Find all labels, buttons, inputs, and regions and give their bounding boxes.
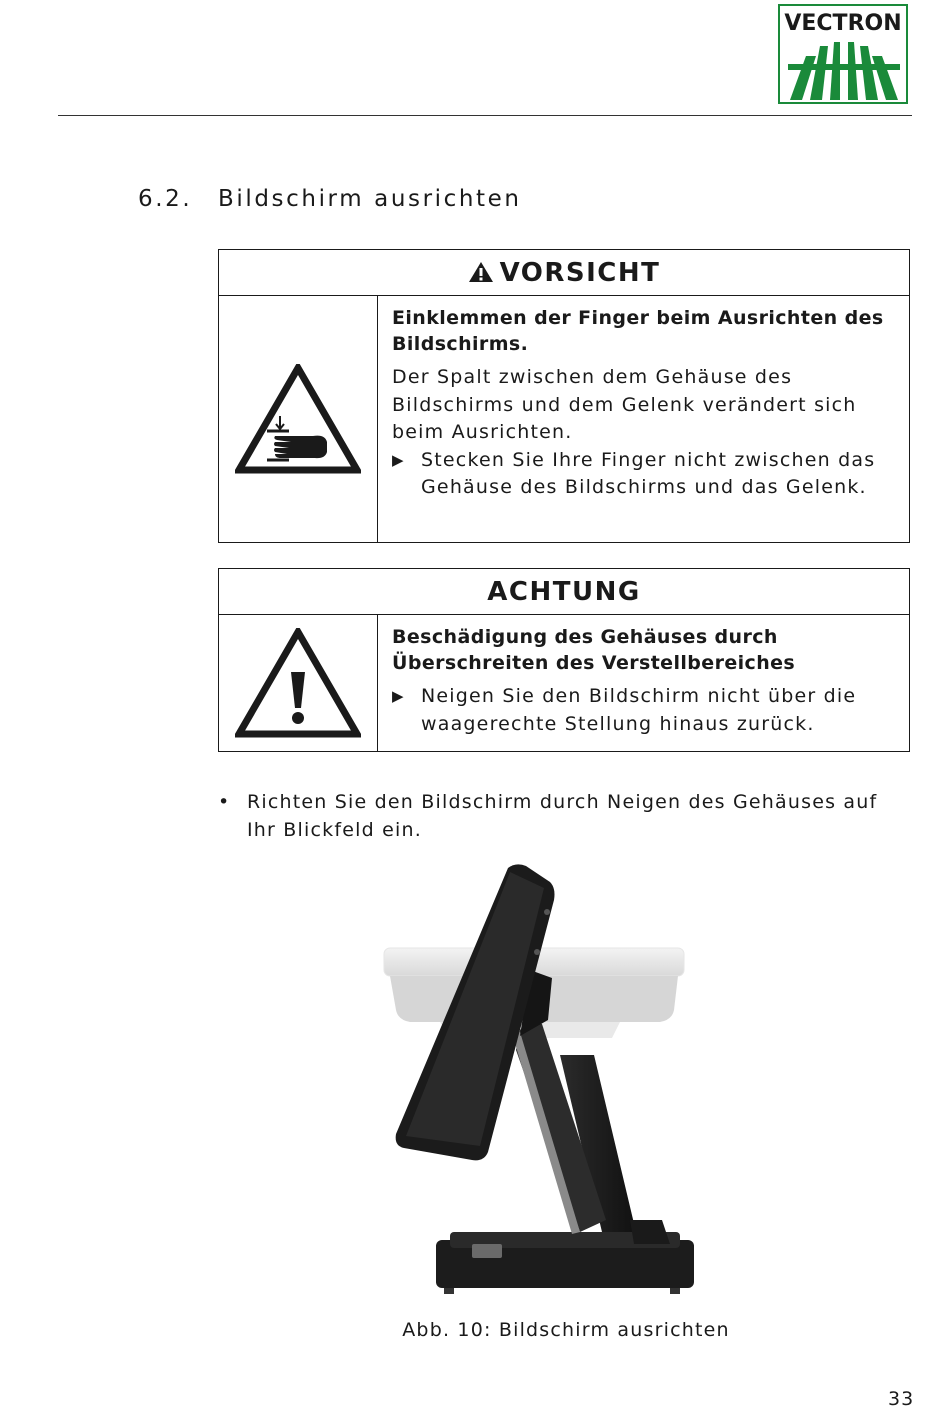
- caution-title: Einklemmen der Finger beim Ausrichten des Bildschirms.: [392, 307, 884, 355]
- vectron-logo: [778, 4, 908, 104]
- attention-instruction: [392, 683, 895, 738]
- attention-text-cell: [378, 615, 909, 751]
- section-heading: [138, 186, 522, 212]
- attention-box: [218, 568, 910, 752]
- figure-caption: Abb. 10: Bildschirm ausrichten: [402, 1319, 730, 1341]
- attention-icon-cell: [219, 615, 378, 751]
- caution-box: [218, 249, 910, 543]
- caution-instruction-text: Stecken Sie Ihre Finger nicht zwischen das Gehäuse des Bildschirms und das Gelenk.: [421, 448, 876, 498]
- attention-instruction-text: Neigen Sie den Bildschirm nicht über die waagerechte Stellung hinaus zurück.: [421, 685, 857, 735]
- attention-title: Beschädigung des Gehäuses durch Überschreiten des Verstellbereiches: [392, 626, 796, 674]
- section-number: 6.2.: [138, 186, 193, 212]
- attention-label: ACHTUNG: [487, 577, 641, 607]
- pos-terminal-image: [380, 860, 700, 1300]
- section-title: Bildschirm ausrichten: [218, 186, 522, 212]
- caution-instruction: [392, 447, 895, 502]
- attention-box-header: [219, 569, 909, 615]
- caution-icon-cell: [219, 296, 378, 542]
- logo-mark-icon: [788, 42, 900, 100]
- instruction-bullet: [218, 788, 908, 844]
- header-rule: [58, 115, 912, 116]
- page-number: 33: [888, 1388, 915, 1410]
- figure-terminal-illustration: [380, 860, 700, 1304]
- bullet-text: Richten Sie den Bildschirm durch Neigen des Gehäuses auf Ihr Blickfeld ein.: [247, 791, 878, 841]
- caution-description: Der Spalt zwischen dem Gehäuse des Bildschirms und dem Gelenk verändert sich beim Ausrichten.: [392, 366, 857, 443]
- caution-label: VORSICHT: [499, 258, 661, 288]
- hand-crush-warning-icon: [235, 364, 361, 474]
- bullet-dot: •: [218, 791, 231, 813]
- arrow-right-icon: ▶: [392, 450, 405, 469]
- warning-triangle-icon: [468, 261, 494, 283]
- caution-text-cell: [378, 296, 909, 542]
- logo-text: VECTRON: [784, 11, 902, 36]
- arrow-right-icon: ▶: [392, 687, 405, 705]
- caution-box-header: [219, 250, 909, 296]
- exclamation-warning-icon: [235, 628, 361, 738]
